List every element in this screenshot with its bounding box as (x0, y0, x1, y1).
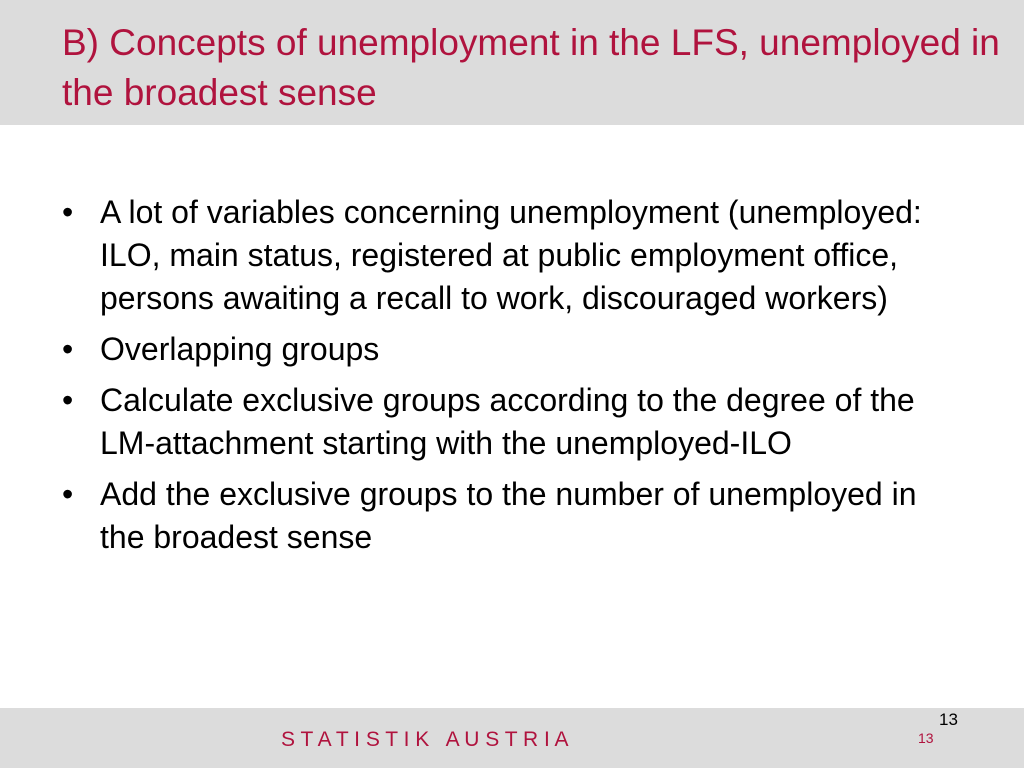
bullet-icon: • (62, 194, 74, 230)
bullet-icon: • (62, 476, 74, 512)
list-item (62, 379, 962, 465)
bullet-text: A lot of variables concerning unemployment (unemployed: ILO, main status, registered at public employment office, persons awaiting a recall to work, discouraged workers) (100, 194, 922, 316)
bullet-icon: • (62, 382, 74, 418)
bullet-text: Add the exclusive groups to the number of unemployed in the broadest sense (100, 476, 917, 555)
bullet-text: Overlapping groups (100, 331, 380, 367)
list-item (62, 191, 962, 320)
bullet-list (62, 191, 962, 567)
bullet-icon: • (62, 331, 74, 367)
bullet-text: Calculate exclusive groups according to the degree of the LM-attachment starting with the unemployed-ILO (100, 382, 915, 461)
slide-number: 13 (939, 710, 958, 729)
list-item (62, 328, 962, 371)
slide-title: B) Concepts of unemployment in the LFS, unemployed in the broadest sense (62, 22, 1000, 113)
brand-logo-text: S T A T I S T I K A U S T R I A (281, 728, 569, 751)
slide-number-small: 13 (918, 730, 934, 746)
list-item (62, 473, 962, 559)
